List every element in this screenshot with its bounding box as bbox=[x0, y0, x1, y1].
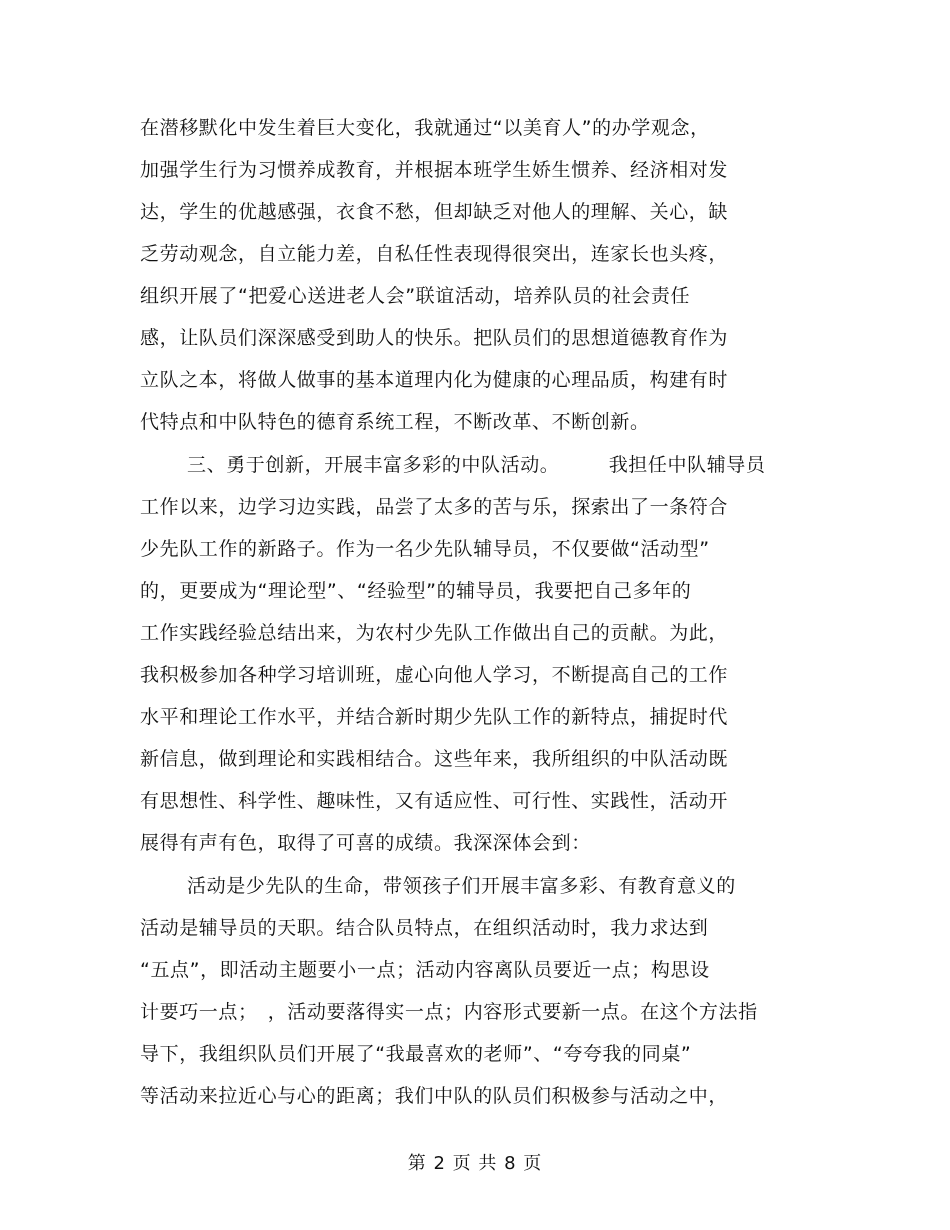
text-line: “五点”，即活动主题要小一点；活动内容离队员要近一点；构思设 bbox=[140, 959, 710, 981]
text-line: 乏劳动观念，自立能力差，自私任性表现得很突出，连家长也头疼， bbox=[140, 243, 729, 265]
text-line: 少先队工作的新路子。作为一名少先队辅导员，不仅要做“活动型” bbox=[140, 538, 710, 560]
text-line: 有思想性、科学性、趣味性，又有适应性、可行性、实践性，活动开 bbox=[140, 790, 729, 812]
page-number-footer: 第 2 页 共 8 页 bbox=[407, 1153, 543, 1174]
text-line: 工作以来，边学习边实践，品尝了太多的苦与乐，探索出了一条符合 bbox=[140, 496, 729, 518]
text-line: 我积极参加各种学习培训班，虚心向他人学习，不断提高自己的工作 bbox=[140, 664, 729, 686]
text-line: 新信息，做到理论和实践相结合。这些年来，我所组织的中队活动既 bbox=[140, 748, 729, 770]
text-line: 导下，我组织队员们开展了“我最喜欢的老师”、“夸夸我的同桌” bbox=[140, 1043, 692, 1065]
text-line: 代特点和中队特色的德育系统工程，不断改革、不断创新。 bbox=[140, 411, 650, 433]
text-line: 的，更要成为“理论型”、“经验型”的辅导员，我要把自己多年的 bbox=[140, 580, 692, 602]
text-line: 感，让队员们深深感受到助人的快乐。把队员们的思想道德教育作为 bbox=[140, 327, 729, 349]
text-line: 工作实践经验总结出来，为农村少先队工作做出自己的贡献。为此， bbox=[140, 622, 729, 644]
section-heading-line: 三、勇于创新，开展丰富多彩的中队活动。 我担任中队辅导员 bbox=[187, 454, 766, 476]
text-line: 在潜移默化中发生着巨大变化，我就通过“以美育人”的办学观念， bbox=[140, 117, 710, 139]
text-line: 等活动来拉近心与心的距离；我们中队的队员们积极参与活动之中， bbox=[140, 1085, 729, 1107]
text-line: 水平和理论工作水平，并结合新时期少先队工作的新特点，捕捉时代 bbox=[140, 706, 729, 728]
text-line: 活动是辅导员的天职。结合队员特点，在组织活动时，我力求达到 bbox=[140, 917, 709, 939]
text-line: 立队之本，将做人做事的基本道理内化为健康的心理品质，构建有时 bbox=[140, 369, 729, 391]
text-line: 计要巧一点； ，活动要落得实一点；内容形式要新一点。在这个方法指 bbox=[140, 1001, 758, 1023]
text-line: 加强学生行为习惯养成教育，并根据本班学生娇生惯养、经济相对发 bbox=[140, 159, 729, 181]
text-line: 组织开展了“把爱心送进老人会”联谊活动，培养队员的社会责任 bbox=[140, 285, 691, 307]
text-line: 达，学生的优越感强，衣食不愁，但却缺乏对他人的理解、关心，缺 bbox=[140, 201, 729, 223]
paragraph-start-line: 活动是少先队的生命，带领孩子们开展丰富多彩、有教育意义的 bbox=[187, 875, 736, 897]
text-line: 展得有声有色，取得了可喜的成绩。我深深体会到： bbox=[140, 832, 591, 854]
